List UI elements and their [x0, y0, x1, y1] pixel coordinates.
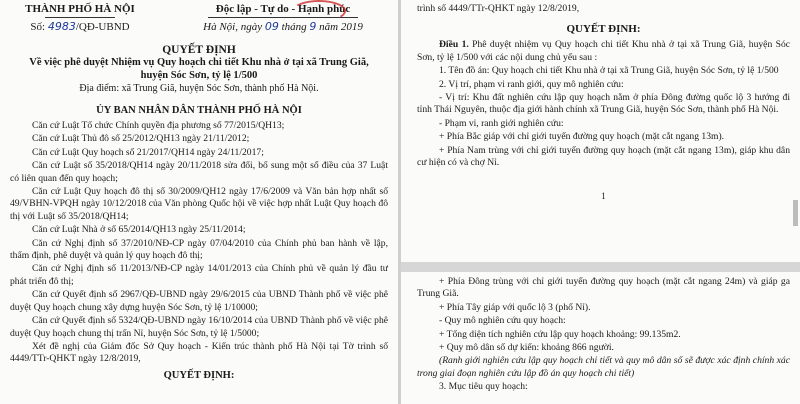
document-date [178, 20, 388, 34]
decision-heading-tail: QUYẾT ĐỊNH: [163, 369, 235, 381]
legal-basis-item: Căn cứ Nghị định số 11/2013/NĐ-CP ngày 14/01/2013 của Chính phủ về quản lý đầu tư phát triển đô thị; [10, 263, 388, 287]
issuing-authority: ỦY BAN NHÂN DÂN THÀNH PHỐ HÀ NỘI [96, 105, 302, 116]
date-day: 09 [264, 20, 279, 33]
legal-basis-item: Căn cứ Nghị định số 37/2010/NĐ-CP ngày 07/04/2010 của Chính phủ ban hành về lập, thẩm định, phê duyệt và quản lý quy hoạch đô thị; [10, 237, 388, 262]
decision-item: - Phạm vi, ranh giới nghiên cứu: [439, 117, 564, 129]
legal-basis-item: Căn cứ Luật số 35/2018/QH14 ngày 20/11/2018 sửa đổi, bổ sung một số điều của 37 Luật có liên quan đến quy hoạch; [10, 160, 388, 184]
legal-basis-item: Xét đề nghị của Giám đốc Sở Quy hoạch - Kiến trúc thành phố Hà Nội tại Tờ trình số 4449/TTr-QHKT ngày 12/8/2019, [10, 340, 388, 365]
legal-basis-item: Căn cứ Quyết định số 5324/QĐ-UBND ngày 16/10/2014 của UBND Thành phố về việc phê duyệt Quy hoạch chung thị trấn Nỉ, huyện Sóc Sơn, tỷ lệ 1/5000; [10, 315, 388, 339]
header-left [10, 3, 150, 34]
motto: Độc lập - Tự do - Hạnh phúc [215, 3, 351, 15]
date-suffix: năm 2019 [319, 21, 363, 33]
legal-basis-item: Căn cứ Luật Quy hoạch số 21/2017/QH14 ngày 24/11/2017; [32, 146, 264, 158]
doc-no-prefix: Số: [30, 21, 46, 33]
legal-basis-item: Căn cứ Luật Thủ đô số 25/2012/QH13 ngày 21/11/2012; [32, 133, 250, 145]
org-name: THÀNH PHỐ HÀ NỘI [25, 3, 135, 15]
decision-location: Địa điểm: xã Trung Giã, huyện Sóc Sơn, thành phố Hà Nội. [79, 83, 319, 94]
legal-basis-item: Căn cứ Quyết định số 2967/QĐ-UBND ngày 29/6/2015 của UBND Thành phố về việc phê duyệt Quy hoạch chung xây dựng huyện Sóc Sơn, tỷ lệ 1/10000; [10, 289, 388, 313]
decision-item: + Phía Bắc giáp với chỉ giới tuyến đường quy hoạch (mặt cắt ngang 13m). [439, 131, 725, 143]
decision-item: 1. Tên đồ án: Quy hoạch chi tiết Khu nhà ở tại xã Trung Giã, huyện Sóc Sơn, tỷ lệ 1/500 [439, 65, 779, 77]
legal-basis-item: Căn cứ Luật Nhà ở số 65/2014/QH13 ngày 25/11/2014; [32, 224, 246, 236]
red-stamp-mark [292, 0, 346, 22]
decision-item: + Phía Nam trùng với chỉ giới tuyến đường quy hoạch (mặt cắt ngang 13m), giáp khu dân cư hiện có và chợ Nỉ. [417, 144, 790, 169]
page-gap [401, 262, 800, 272]
decision-item: 2. Vị trí, phạm vi ranh giới, quy mô nghiên cứu: [439, 78, 624, 90]
legal-basis-item: Căn cứ Luật Quy hoạch đô thị số 30/2009/QH12 ngày 17/6/2009 và Văn bản hợp nhất số 49/VBHN-VPQH ngày 10/12/2018 của Văn phòng Quốc hội về việc hợp nhất Luật Quy hoạch đô thị với Luật số 35/2018/QH14; [10, 186, 388, 222]
page-number: 1 [601, 191, 606, 202]
decision-title: QUYẾT ĐỊNH [162, 44, 236, 56]
article-text: Phê duyệt nhiệm vụ Quy hoạch chi tiết Khu nhà ở tại xã Trung Giã, huyện Sóc Sơn, tỷ lệ 1/500 với các nội dung chủ yếu sau : [417, 39, 791, 63]
header-right [178, 3, 388, 34]
decision-subtitle-line-1: Về việc phê duyệt Nhiệm vụ Quy hoạch chi tiết Khu nhà ở tại xã Trung Giã, [29, 57, 369, 68]
doc-no-handwritten: 4983 [47, 20, 76, 33]
article-label: Điều 1. [439, 39, 469, 51]
date-mid: tháng [281, 21, 307, 33]
date-month: 9 [309, 20, 317, 33]
decision-heading: QUYẾT ĐỊNH: [566, 23, 641, 36]
date-prefix: Hà Nội, ngày [203, 21, 263, 33]
document-number [10, 20, 150, 34]
legal-basis-list [10, 120, 388, 366]
document-page-3 [401, 272, 800, 404]
decision-item: + Phía Tây giáp với quốc lộ 3 (phố Nỉ). [439, 301, 591, 313]
decision-item: + Tổng diện tích nghiên cứu lập quy hoạch khoảng: 99.135m2. [439, 328, 681, 340]
continued-line: trình số 4449/TTr-QHKT ngày 12/8/2019, [417, 3, 580, 14]
scan-edge-mark [793, 200, 798, 226]
document-page-2 [401, 0, 800, 262]
doc-no-suffix: /QĐ-UBND [75, 21, 130, 33]
decision-item: 3. Mục tiêu quy hoạch: [439, 381, 528, 393]
decision-item: + Quy mô dân số dự kiến: khoảng 866 người. [439, 342, 614, 354]
decision-subtitle-line-2: huyện Sóc Sơn, tỷ lệ 1/500 [140, 70, 258, 81]
decision-item: - Quy mô nghiên cứu quy hoạch: [439, 315, 566, 327]
article-1 [417, 39, 790, 64]
decision-item: + Phía Đông trùng với chỉ giới tuyến đường quy hoạch (mặt cắt ngang 24m) và giáp ga Trung Giã. [417, 276, 790, 300]
boundary-note: (Ranh giới nghiên cứu lập quy hoạch chi tiết và quy mô dân số sẽ được xác định chính xác trong giai đoạn nghiên cứu lập đồ án quy hoạch chi tiết) [417, 355, 790, 379]
decision-item: - Vị trí: Khu đất nghiên cứu lập quy hoạch nằm ở phía Đông đường quốc lộ 3 hướng đi tỉnh Thái Nguyên, thuộc địa giới hành chính xã Trung Giã, huyện Sóc Sơn, thành phố Hà Nội. [417, 92, 790, 116]
legal-basis-item: Căn cứ Luật Tổ chức Chính quyền địa phương số 77/2015/QH13; [32, 120, 285, 131]
document-page-1 [0, 0, 398, 404]
header-rule-left [45, 17, 115, 18]
